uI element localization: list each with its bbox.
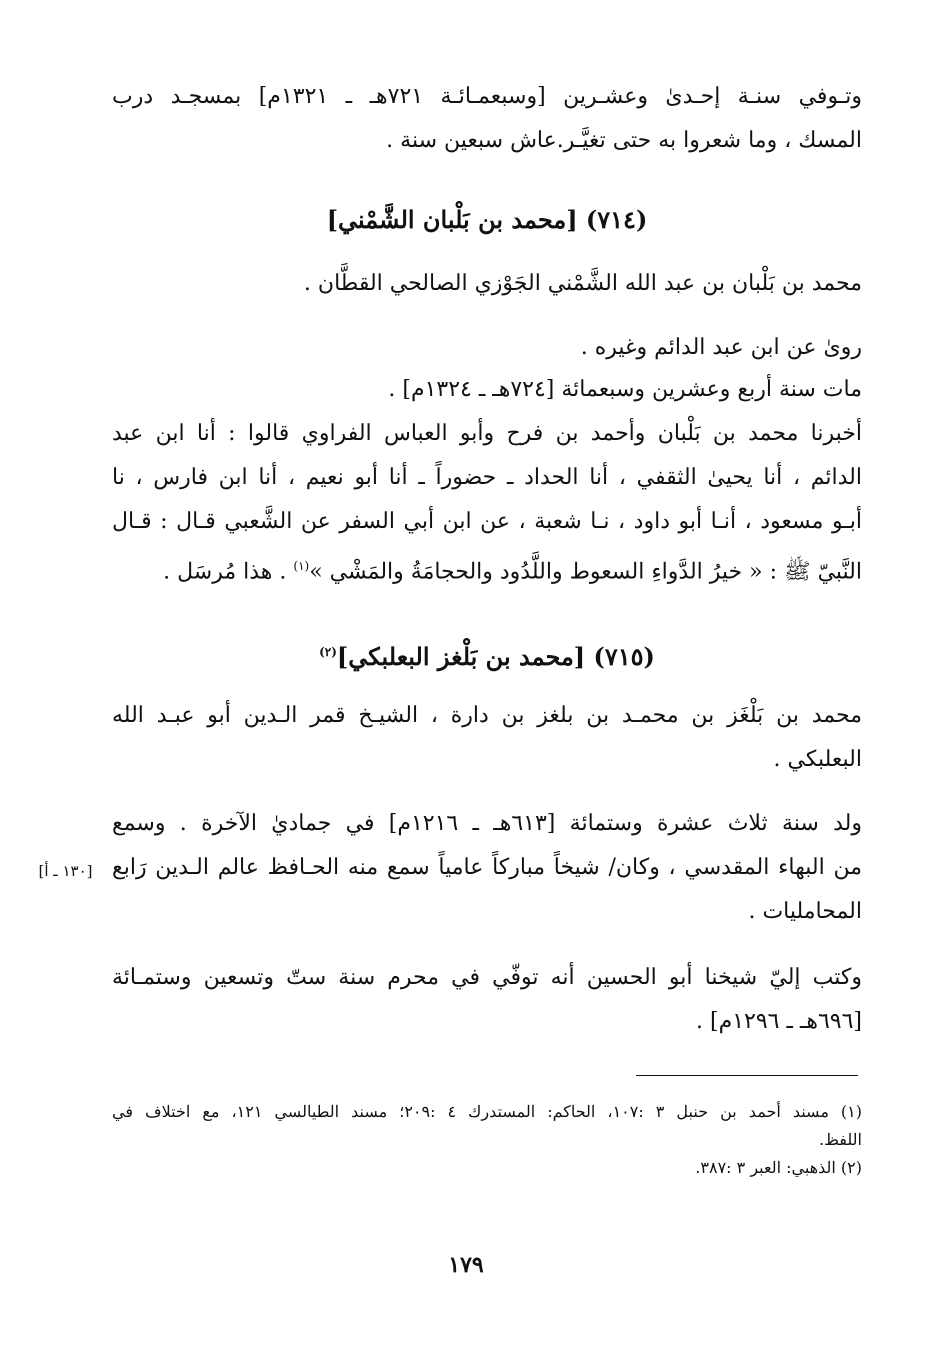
text-line: [٦٩٦هـ ـ ١٢٩٦م] . — [696, 1009, 862, 1034]
manuscript-folio-ref: [١٣٠ ـ أ] — [38, 862, 93, 880]
text-line: البعلبكي . — [773, 747, 862, 772]
entry-714-body — [112, 326, 862, 594]
text-line: محمد بن بَلْغَز بن محمـد بن بلغز بن دارة ، الشيـخ قمر الـدين أبو عبـد الله — [112, 703, 862, 728]
text-line: المسك ، وما شعروا به حتى تغيَّـر.عاش سبعين سنة . — [386, 128, 862, 153]
text-line: مات سنة أربع وعشرين وسبعمائة [٧٢٤هـ ـ ١٣٢٤م] . — [388, 377, 862, 402]
footnotes — [112, 1098, 862, 1182]
entry-heading — [112, 630, 862, 679]
hadith-text: النَّبيّ ﷺ : « خيرُ الدَّواءِ السعوط واللَّدُود والحجامَةُ والمَشْي » — [309, 559, 862, 585]
entry-715-name — [112, 694, 862, 782]
hadith-tail: . هذا مُرسَل . — [163, 559, 294, 585]
footnote-1: (١) مسند أحمد بن حنبل ٣ :١٠٧، الحاكم: المستدرك ٤ :٢٠٩؛ مسند الطيالسي ١٢١، مع اختلاف في — [112, 1102, 863, 1121]
page-number: ١٧٩ — [448, 1252, 484, 1278]
footnote-marker: (١) — [293, 559, 310, 573]
footnote-2: (٢) الذهبي: العبر ٣ :٣٨٧. — [695, 1158, 862, 1177]
text-line: روىٰ عن ابن عبد الدائم وغيره . — [580, 335, 862, 360]
entry-715-death — [112, 956, 862, 1044]
footnote-1-cont: اللفظ. — [819, 1130, 862, 1149]
text-line: أخبرنا محمد بن بَلْبان وأحمد بن فرح وأبو العباس الفراوي قالوا : أنا ابن عبد — [112, 421, 862, 446]
text-line: أبـو مسعود ، أنـا أبو داود ، نـا شعبة ، عن ابن أبي السفر عن الشَّعبي قـال : قـال — [112, 509, 862, 534]
entry-714-heading-block — [112, 198, 862, 242]
entry-714-name — [112, 262, 862, 306]
text-line: وتـوفي سنـة إحـدىٰ وعشـرين [وسبعمـائـة ٧٢١هـ ـ ١٣٢١م] بمسجـد درب — [112, 84, 862, 109]
footnote-divider — [636, 1075, 858, 1076]
intro-paragraph — [112, 75, 862, 163]
entry-715-heading-block — [112, 630, 862, 679]
text-line: وكتب إليّ شيخنا أبو الحسين أنه توفّي في محرم سنة ستّ وتسعين وستمـائة — [112, 965, 862, 990]
text-line: ولد سنة ثلاث عشرة وستمائة [٦١٣هـ ـ ١٢١٦م] في جماديٰ الآخرة . وسمع — [112, 811, 862, 836]
text-line — [112, 544, 862, 594]
footnote-marker: (٢) — [319, 645, 337, 659]
text-line: محمد بن بَلْبان بن عبد الله الشَّمْني الجَوْزي الصالحي القطَّان . — [303, 271, 862, 296]
entry-heading: (٧١٤) [محمد بن بَلْبان الشَّمْني] — [326, 205, 648, 234]
text-line: المحامليات . — [748, 899, 862, 924]
text-line: الدائم ، أنا يحيىٰ الثقفي ، أنا الحداد ـ حضوراً ـ أنا أبو نعيم ، أنا ابن فارس ، نا — [112, 465, 862, 490]
heading-text: (٧١٥) [محمد بن بَلْغز البعلبكي] — [336, 642, 655, 671]
text-line: من البهاء المقدسي ، وكان/ شيخاً مباركاً عامياً سمع منه الحـافظ عالم الـدين رَابع — [112, 855, 862, 880]
entry-715-birth — [112, 802, 862, 934]
